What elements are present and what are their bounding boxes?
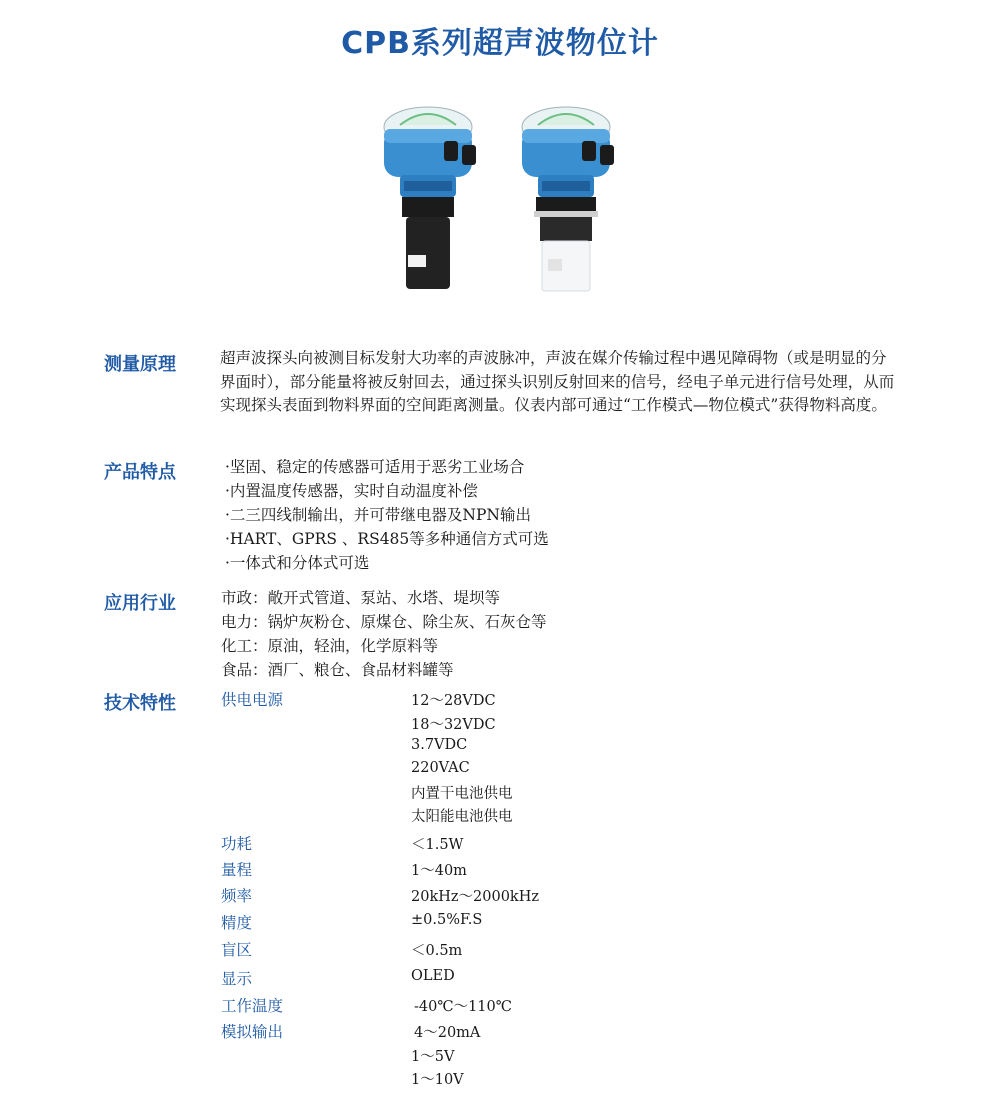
spec-value-power: 太阳能电池供电 <box>411 809 513 825</box>
spec-value-accuracy: ±0.5%F.S <box>411 912 483 928</box>
spec-label-accuracy: 精度 <box>221 914 253 932</box>
spec-value-range: 1～40m <box>411 863 467 879</box>
feature-item: ·二三四线制输出，并可带继电器及NPN输出 <box>225 506 531 524</box>
spec-label-range: 量程 <box>221 861 253 879</box>
spec-label-frequency: 频率 <box>221 887 253 905</box>
application-item: 电力：锅炉灰粉仓、原煤仓、除尘灰、石灰仓等 <box>221 613 547 631</box>
spec-value-display: OLED <box>411 968 455 984</box>
product-image <box>360 105 640 305</box>
application-item: 食品：酒厂、粮仓、食品材料罐等 <box>221 661 454 679</box>
spec-value-blind-zone: ＜0.5m <box>411 943 463 959</box>
page-title: CPB系列超声波物位计 <box>341 26 659 61</box>
spec-label-temperature: 工作温度 <box>221 997 284 1015</box>
spec-label-power: 供电电源 <box>221 691 284 709</box>
spec-value-power: 12～28VDC <box>411 693 496 709</box>
spec-value-power: 3.7VDC <box>411 737 468 753</box>
spec-value-temperature: -40℃～110℃ <box>414 999 512 1015</box>
applications-heading: 应用行业 <box>104 593 176 614</box>
spec-value-power: 18～32VDC <box>411 717 496 733</box>
specs-heading: 技术特性 <box>104 693 176 714</box>
principle-text: 超声波探头向被测目标发射大功率的声波脉冲，声波在媒介传输过程中遇见障碍物（或是明显的分界面时），部分能量将被反射回去，通过探头识别反射回来的信号，经电子单元进行信号处理，从而实现探头表面到物料界面的空间距离测量。仪表内部可通过“工作模式—物位模式”获得物料高度。 <box>220 349 895 414</box>
feature-item: ·一体式和分体式可选 <box>225 554 370 572</box>
feature-item: ·坚固、稳定的传感器可适用于恶劣工业场合 <box>225 458 525 476</box>
application-item: 市政：敞开式管道、泵站、水塔、堤坝等 <box>221 589 501 607</box>
principle-heading: 测量原理 <box>104 354 176 375</box>
spec-label-blind-zone: 盲区 <box>221 941 253 959</box>
spec-value-analog: 1～5V <box>411 1049 455 1065</box>
level-meter-white-probe <box>522 107 614 291</box>
spec-value-analog: 4～20mA <box>414 1025 481 1041</box>
level-meter-black-probe <box>384 107 476 289</box>
application-item: 化工：原油，轻油，化学原料等 <box>221 637 439 655</box>
feature-item: ·内置温度传感器，实时自动温度补偿 <box>225 482 478 500</box>
feature-item: ·HART、GPRS 、RS485等多种通信方式可选 <box>225 530 549 548</box>
spec-value-consumption: ＜1.5W <box>411 837 464 853</box>
spec-value-analog: 1～10V <box>411 1072 464 1088</box>
spec-label-analog: 模拟输出 <box>221 1023 284 1041</box>
features-heading: 产品特点 <box>104 462 176 483</box>
spec-value-power: 内置干电池供电 <box>411 786 513 802</box>
spec-label-display: 显示 <box>221 970 253 988</box>
spec-label-consumption: 功耗 <box>221 835 253 853</box>
spec-value-frequency: 20kHz～2000kHz <box>411 889 539 905</box>
spec-value-power: 220VAC <box>411 760 470 776</box>
